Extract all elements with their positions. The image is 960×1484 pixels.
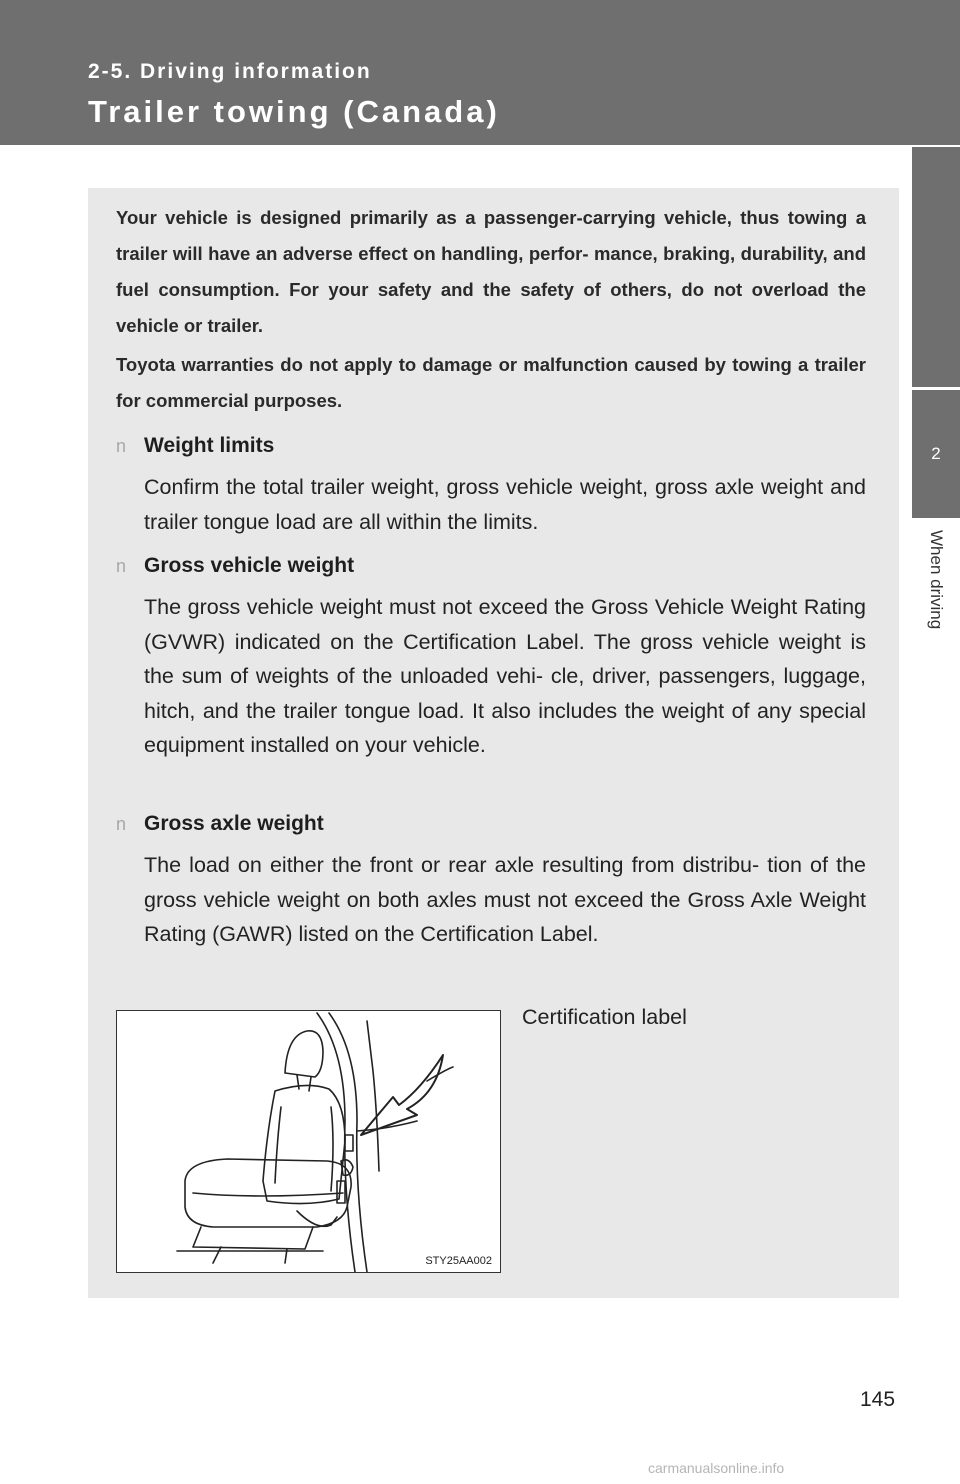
watermark[interactable]: carmanualsonline.info — [648, 1460, 785, 1476]
page-number: 145 — [860, 1388, 896, 1411]
section-body-weight-limits: Confirm the total trailer weight, gross vehicle weight, gross axle weight and trailer tongue load are all within the limits. — [144, 475, 866, 534]
section-heading-weight-limits — [116, 434, 274, 458]
intro-paragraph: Your vehicle is designed primarily as a passenger-carrying vehicle, thus towing a trailer will have an adverse effect on handling, perfor- mance, braking, durability, and fuel consumption. For your safety and the safety of others, do not overload the vehicle or trailer. — [116, 207, 866, 336]
section-heading-gross-axle-weight — [116, 812, 324, 836]
section-body-gross-vehicle-weight: The gross vehicle weight must not exceed the Gross Vehicle Weight Rating (GVWR) indicated on the Certification Label. The gross vehicle weight is the sum of weights of the unloaded vehi- cle, driver, passengers, luggage, hitch, and the trailer tongue load. It also includes the weight of any special equipment installed on your vehicle. — [144, 595, 866, 757]
section-heading-text: Gross vehicle weight — [144, 554, 355, 577]
section-heading-gross-vehicle-weight — [116, 554, 354, 578]
chapter-number: 2 — [931, 444, 941, 463]
page-title: Trailer towing (Canada) — [88, 94, 500, 129]
bullet-icon: n — [116, 436, 127, 456]
chapter-number-tab[interactable] — [912, 390, 960, 518]
figure-code: STY25AA002 — [425, 1255, 492, 1267]
section-label: 2-5. Driving information — [88, 60, 372, 83]
chapter-label-tab — [912, 522, 960, 692]
bullet-icon: n — [116, 814, 127, 834]
figure-caption: Certification label — [522, 1005, 687, 1029]
section-heading-text: Gross axle weight — [144, 812, 324, 835]
side-tab-top — [912, 147, 960, 387]
section-body-gross-axle-weight: The load on either the front or rear axle resulting from distribu- tion of the gross vehicle weight on both axles must not exceed the Gross Axle Weight Rating (GAWR) listed on the Certification Label. — [144, 853, 866, 946]
bullet-icon: n — [116, 556, 127, 576]
section-heading-text: Weight limits — [144, 434, 275, 457]
warranty-paragraph: Toyota warranties do not apply to damage or malfunction caused by towing a trailer for commercial purposes. — [116, 354, 866, 411]
chapter-label: When driving — [927, 530, 946, 630]
seat-and-door-pillar-icon — [117, 1011, 500, 1272]
certification-label-figure — [116, 1010, 501, 1273]
